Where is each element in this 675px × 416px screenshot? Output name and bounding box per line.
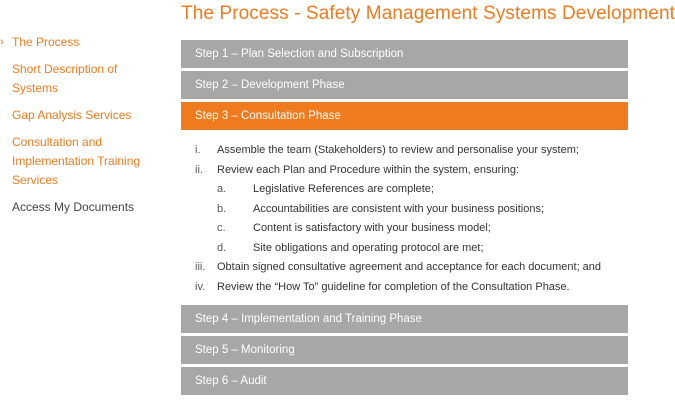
sidebar-item-consultation-training[interactable] bbox=[0, 133, 170, 190]
step-3-header[interactable]: Step 3 – Consultation Phase bbox=[181, 102, 628, 130]
step-6-header[interactable]: Step 6 – Audit bbox=[181, 367, 628, 395]
sidebar-item-label: Consultation and Implementation Training Services bbox=[12, 135, 141, 187]
list-item-text: Obtain signed consultative agreement and acceptance for each document; and bbox=[217, 261, 602, 273]
step-1-header[interactable]: Step 1 – Plan Selection and Subscription bbox=[181, 40, 628, 68]
list-item-number: ii. bbox=[195, 163, 203, 176]
sub-list-item-text: Legislative References are complete; bbox=[253, 183, 434, 195]
step-2-header[interactable]: Step 2 – Development Phase bbox=[181, 71, 628, 99]
list-item bbox=[181, 278, 628, 298]
sub-list-item-letter: a. bbox=[217, 183, 227, 195]
sidebar-item-label: The Process bbox=[12, 35, 80, 49]
sub-list-item-letter: b. bbox=[217, 202, 227, 215]
list-item-number: i. bbox=[195, 144, 201, 156]
sidebar-item-short-description[interactable] bbox=[0, 60, 170, 98]
sub-list-item-text: Content is satisfactory with your business model; bbox=[253, 222, 491, 234]
sidebar-nav bbox=[0, 33, 170, 225]
sub-list-item-letter: d. bbox=[217, 241, 227, 254]
list-item-text: Review the “How To” guideline for completion of the Consultation Phase. bbox=[217, 280, 570, 293]
sidebar-item-the-process[interactable] bbox=[0, 33, 170, 52]
sidebar-item-label: Short Description of Systems bbox=[12, 62, 118, 95]
sub-list-item-text: Accountabilities are consistent with your business positions; bbox=[253, 202, 545, 215]
process-steps-accordion bbox=[181, 40, 628, 398]
list-item bbox=[181, 258, 628, 278]
step-3-content bbox=[181, 133, 628, 305]
list-item-number: iii. bbox=[195, 261, 206, 273]
step-5-header[interactable]: Step 5 – Monitoring bbox=[181, 336, 628, 364]
sub-list-item bbox=[181, 239, 628, 259]
list-item bbox=[181, 161, 628, 181]
sub-list-item-text: Site obligations and operating protocol are met; bbox=[253, 241, 484, 254]
sidebar-item-label: Access My Documents bbox=[12, 200, 135, 214]
list-item bbox=[181, 141, 628, 161]
list-item-text: Review each Plan and Procedure within the system, ensuring: bbox=[217, 163, 520, 176]
sidebar-item-access-documents[interactable] bbox=[0, 198, 170, 217]
chevron-right-icon: › bbox=[0, 36, 4, 48]
step-4-header[interactable]: Step 4 – Implementation and Training Phase bbox=[181, 305, 628, 333]
list-item-number: iv. bbox=[195, 280, 206, 293]
sidebar-item-gap-analysis[interactable] bbox=[0, 106, 170, 125]
page-title: The Process - Safety Management Systems Development bbox=[181, 3, 675, 24]
sub-list-item-letter: c. bbox=[217, 222, 226, 234]
sidebar-item-label: Gap Analysis Services bbox=[12, 108, 132, 122]
list-item-text: Assemble the team (Stakeholders) to review and personalise your system; bbox=[217, 144, 579, 156]
sub-list-item bbox=[181, 200, 628, 220]
sub-list-item bbox=[181, 219, 628, 239]
sub-list-item bbox=[181, 180, 628, 200]
